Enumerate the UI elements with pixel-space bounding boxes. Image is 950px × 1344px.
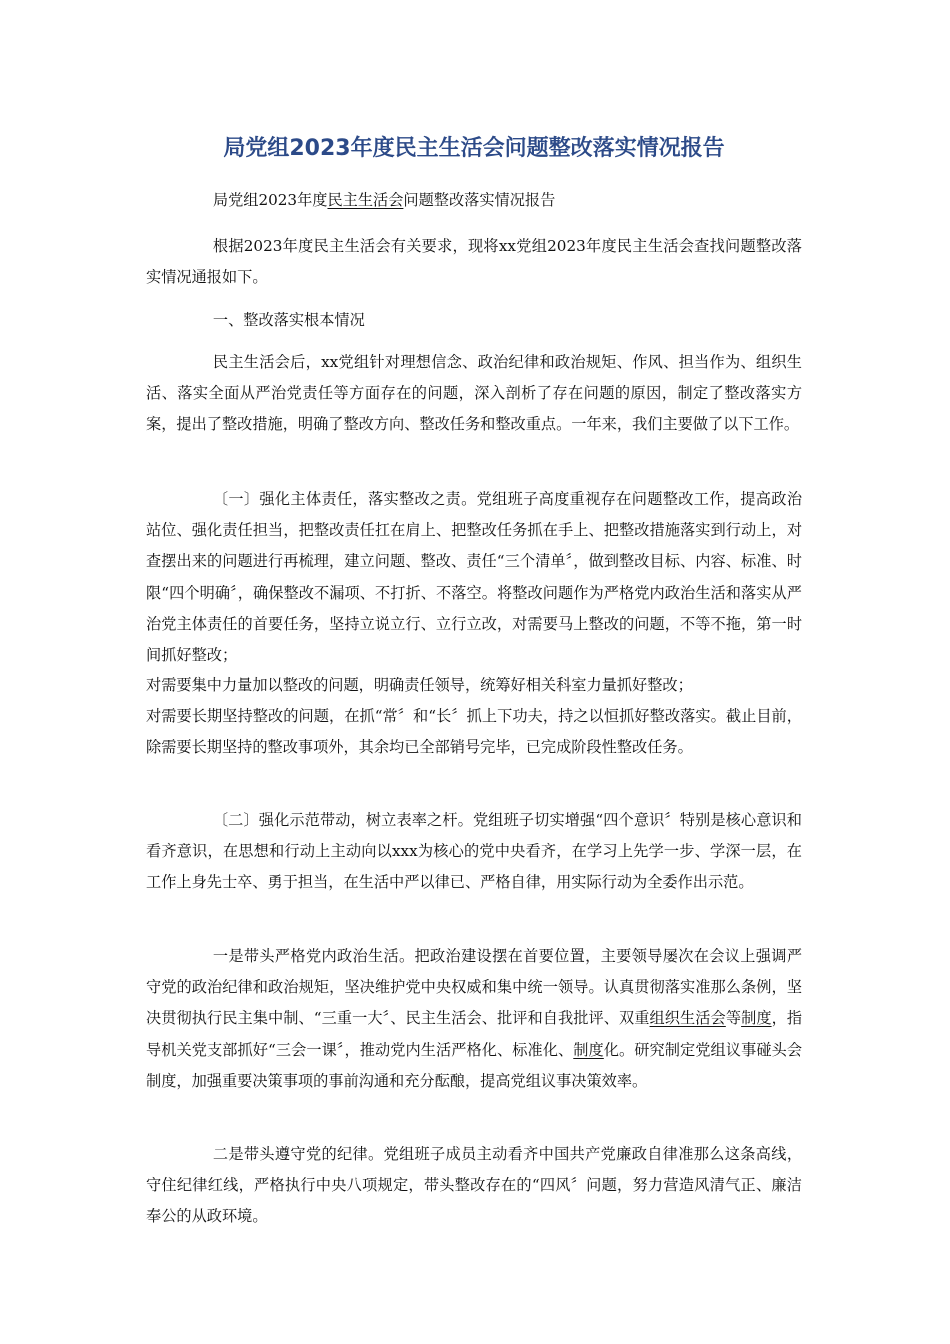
- paragraph-item-1: 〔一〕强化主体责任，落实整改之责。党组班子高度重视存在问题整改工作，提高政治站位、强化责任担当，把整改责任扛在肩上、把整改任务抓在手上、把整改措施落实到行动上，对查摆出来的问题进行再梳理，建立问题、整改、责任“三个清单〞，做到整改目标、内容、标准、时限“四个明确〞，确保整改不漏项、不打折、不落空。将整改问题作为严格党内政治生活和落实从严治党主体责任的首要任务，坚持立说立行、立行立改，对需要马上整改的问题，不等不拖，第一时间抓好整改；: [146, 490, 802, 665]
- subtitle-prefix: 局党组2023年度: [212, 191, 328, 209]
- subtitle-suffix: 问题整改落实情况报告: [403, 191, 556, 209]
- p3-text-2: 等: [725, 1009, 742, 1028]
- paragraph-item-4: 二是带头遵守党的纪律。党组班子成员主动看齐中国共产党廉政自律准那么这条高线，守住纪律红线，严格执行中央八项规定，带头整改存在的“四风〞问题，努力营造风清气正、廉洁奉公的从政环境。: [146, 1145, 802, 1226]
- document-title: 局党组2023年度民主生活会问题整改落实情况报告: [223, 136, 725, 161]
- summary-paragraph: 民主生活会后，xx党组针对理想信念、政治纪律和政治规矩、作风、担当作为、组织生活、落实全面从严治党责任等方面存在的问题，深入剖析了存在问题的原因，制定了整改落实方案，提出了整改措施，明确了整改方向、整改任务和整改重点。一年来，我们主要做了以下工作。: [146, 353, 802, 434]
- paragraph-item-1-c: 对需要长期坚持整改的问题，在抓“常〞和“长〞抓上下功夫，持之以恒抓好整改落实。截止目前，除需要长期坚持的整改事项外，其余均已全部销号完毕，已完成阶段性整改任务。: [146, 707, 802, 757]
- paragraph-item-3: [146, 941, 802, 1097]
- link-zhidu-2[interactable]: 制度: [573, 1040, 604, 1059]
- section-heading-1: 一、整改落实根本情况: [212, 311, 365, 329]
- paragraph-item-1-b: 对需要集中力量加以整改的问题，明确责任领导，统筹好相关科室力量抓好整改；: [146, 676, 693, 694]
- document-subtitle: [146, 185, 802, 216]
- intro-paragraph: 根据2023年度民主生活会有关要求，现将xx党组2023年度民主生活会查找问题整改落实情况通报如下。: [146, 237, 802, 287]
- subtitle-link-minzhu[interactable]: 民主生活会: [327, 191, 404, 209]
- paragraph-item-2: 〔二〕强化示范带动，树立表率之杆。党组班子切实增强“四个意识〞特别是核心意识和看齐意识，在思想和行动上主动向以xxx为核心的党中央看齐，在学习上先学一步、学深一层，在工作上身先士卒、勇于担当，在生活中严以律已、严格自律，用实际行动为全委作出示范。: [146, 811, 802, 892]
- p3-text-3: ，指导机关党支部抓好“三会一课〞，推动党内生活严格化、标准化、: [146, 1009, 803, 1059]
- p3-text-4: 化。研究制定党组议事碰头会制度，加强重要决策事项的事前沟通和充分酝酿，提高党组议事决策效率。: [146, 1040, 803, 1090]
- p3-text-1: 一是带头严格党内政治生活。把政治建设摆在首要位置，主要领导屡次在会议上强调严守党的政治纪律和政治规矩，坚决维护党中央权威和集中统一领导。认真贯彻落实准那么条例，坚决贯彻执行民主集中制、“三重一大〞、民主生活会、批评和自我批评、双重: [146, 947, 802, 1028]
- link-zhidu-1[interactable]: 制度: [741, 1009, 772, 1028]
- link-zuzhi-shenghuohui[interactable]: 组织生活会: [649, 1009, 726, 1028]
